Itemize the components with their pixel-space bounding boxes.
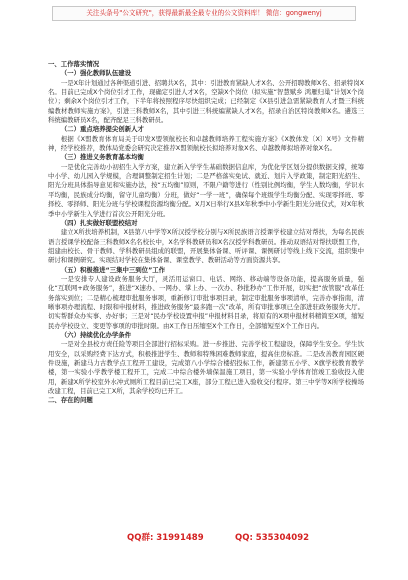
paragraph-balance: 一是优化完善幼小初招生入学方案，建立新入学学生基础数据信息库，为优化学区划分提供数据支撑，统筹中小学、幼儿园入学规模，合理调整制定招生计划；二是严格落实免试、就近、划片入学政策，制定阳光招生、阳光分班具体指导意见和实施办法，按“五均衡”原则，不限户籍等进行（性别比例均衡，学生人数均衡，学识水平均衡，民族成分均衡，留守儿童均衡）分班，做好“一学一班”，确保每个班级学生均衡分配、实现零择班、零择校、零择师、阳光分班与学校课程资源均衡分配。X月X日举行X县X年秋季中小学新生阳光分班仪式，对X年秋季中小学新生入学进行首次公开阳光分班。 <box>48 162 364 218</box>
paragraph-three-centralize: 一是安排专人建设政务服务大厅，灵活用运窗口、电话、网络、移动端等设备功能，提高服务质量，强化“互联网+政务服务”，推进“X速办、一网办、掌上办、一次办、秒批秒办”工作开展，切实把“放管服”改革任务落实到位；二是精心梳理审批服务事项，重新修订审批事项目录，制定审批服务事项清单，完善办事指南，清晰事项办理流程、时限和申报材料，推进政务服务“最多跑一次”改革，所有审批事项已全部进驻政务服务大厅。切实帮群众办实事、办好事；三是对“民办学校设置申报”申报材料目录，将原有的X项申报材料精简至X项，缩短民办学校设立、变更等事项的审批时限。由X工作日压缩至X个工作日，全部缩短至X个工作日内。 <box>48 274 364 330</box>
section-title-work-status: 一、工作落实情况 <box>48 60 100 68</box>
section-title-problems: 二、存在的问题 <box>48 396 93 405</box>
promo-banner: 关注头条号"公文研究"，获得最新最全最专业的公文资料库！ 微信：gongwenyj <box>52 6 356 21</box>
document-body <box>48 60 364 406</box>
qq-group-number: QQ群: 31991489 <box>127 533 204 543</box>
paragraph-alliance: 建立X所扶培养机制，X县第八中学等X所汉授学校分别与X所民族语言授课学校建立结对帮扶，为每名民族语言授课学校配备三科教师X名名校长中，X名学科教研员和X名汉授学科教研员。推动双语结对帮扶联盟工作，组建由校长、骨干教师、学科教研员组成的联盟，开展集体备课、听评课、课例研讨等线上线下交流，组织集中研讨和课例研究。实现结对学校在集体备课、课堂教学、教研活动等方面资源共享。 <box>48 228 364 265</box>
subsection-title-conditions: （六）持续优化办学条件 <box>60 330 132 339</box>
subsection-title-three-centralize: （五）积极推进“三集中三到位”工作 <box>60 265 166 274</box>
qq-number: QQ: 535304092 <box>235 533 310 543</box>
subsection-title-alliance: （四）扎实做好联盟校结对 <box>60 218 138 227</box>
paragraph-teacher-team: 一是X年计划通过各种渠道引进、招聘共X名，其中：引进教育紧缺人才X名、公开招聘教师X名、招录特岗X名。目前已完成X个岗位引才工作，现确定引进人才X名，空缺X个岗位（拟实施“智慧赋乡 鸿雁归巢”计划X个岗位）；剩余X个岗位引才工作，下半年将按照程序尽快组织完成；已经制定《X县引进急需紧缺教育人才暨三科统编教材教师实施方案》，引进三科教师X名，其中引进三科统编紧缺人才X名，招录自治区特岗教师X名。遴选三科统编教研员X名，配齐配足三科教研员。 <box>48 78 364 125</box>
paragraph-talent: 根据《X盟教育体育局关于印发X盟领航校长和卓越教师培养工程实施方案》《X教体发〔X〕X号》文件精神，经学校推荐，教体局党委会研究决定推荐X盟领航校长拟培养对象X名、卓越教师拟培养对象X名。 <box>48 134 364 153</box>
subsection-title-talent: （二）重点培养提尖创新人才 <box>60 125 144 134</box>
contact-footer <box>0 530 408 546</box>
paragraph-conditions: 一是对全县校方责任险等项目全部进行招标采购。进一步推进、完善学校工程建设，保障学生安全。学生饮用安全，以采购经费下达方式，积极推进学生、教师和特殊困难教师家庭，提高住房标准。二是改善教育园区硬件设施，新建马力古教学点工程开工建设，完成第八小学综合楼招投标工作，新建第五小学、X旗学校教育教学楼，第一实验小学教学楼工程开工，完成二中综合楼外墙保温施工项目，第一实验小学体育馆竣工验收投入使用，新建X所学校室外水冲式厕所工程目前已完工X座，部分工程已进入验收交付程序。第三中学等X所学校操场改建工程，目前已完工X所，其余学校均已开工。 <box>48 340 364 396</box>
subsection-title-teacher-team: （一）强化教师队伍建设 <box>60 69 132 78</box>
subsection-title-balance: （三）推进义务教育基本均衡 <box>60 153 144 162</box>
